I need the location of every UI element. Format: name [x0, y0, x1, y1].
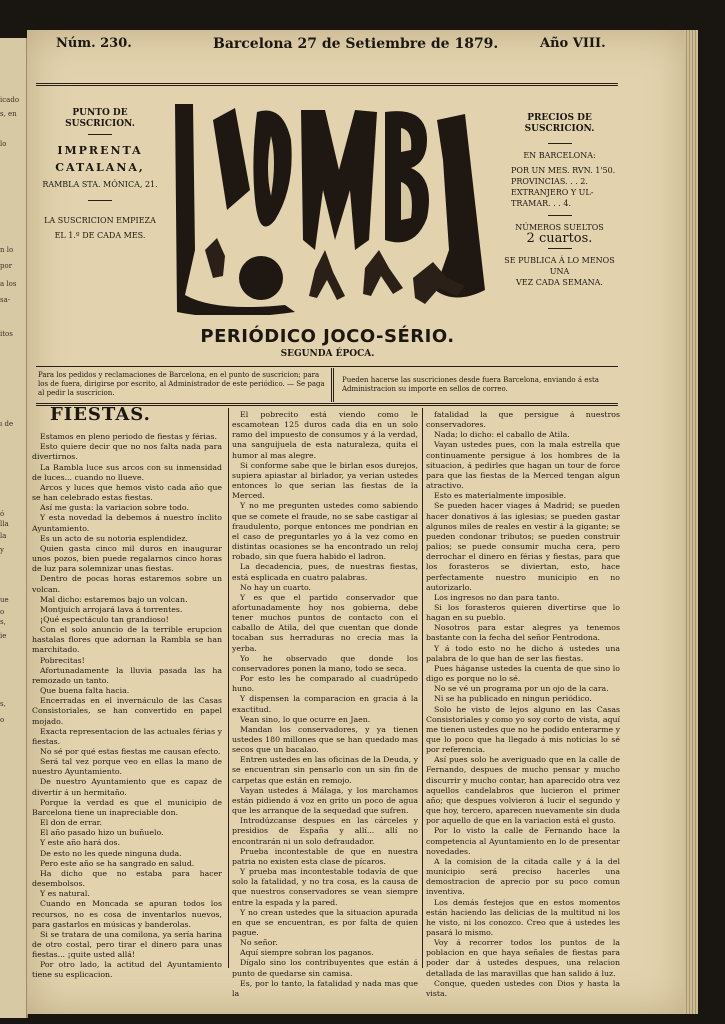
paragraph: Vayan ustedes á Málaga, y los marchamos están pidiendo á voz en grito un poco de agua que les arranque de la sequedad que sufren.: [232, 785, 418, 816]
paragraph: Esto es materialmente imposible.: [434, 491, 567, 501]
paragraph: A la comision de la citada calle y á la del municipio será preciso hacerles una demostracion de aprecio por su poco comun inventiva.: [426, 856, 620, 897]
paragraph: Yo he observado que donde los conservadores ponen la mano, todo se seca.: [232, 653, 418, 673]
paragraph: fatalidad la que persigue á nuestros conservadores.: [426, 410, 620, 430]
paragraph: Afortunadamente la lluvia pasada las ha remozado un tanto.: [32, 665, 222, 685]
left-page-fragment: ie: [0, 632, 7, 640]
paragraph: Y no crean ustedes que la situacion apurada en que se encuentran, es por falta de quien pague.: [232, 907, 418, 937]
article-column-3: [426, 410, 620, 999]
single-issue-price: 2 cuartos.: [526, 231, 593, 246]
notice-divider: [331, 368, 334, 402]
paragraph: Dentro de pocas horas estaremos sobre un volcan.: [32, 574, 222, 594]
publication-frequency-2: VEZ CADA SEMANA.: [516, 278, 603, 287]
left-page-fragment: s, en: [0, 110, 17, 118]
paragraph: Ha dicho que no estaba para hacer desembolsos.: [32, 868, 222, 889]
paragraph: La decadencia, pues, de nuestras fiestas, está esplicada en cuatro palabras.: [232, 562, 418, 582]
left-page-fragment: ue: [0, 596, 9, 604]
paragraph: Quien gasta cinco mil duros en inaugurar unos pozos, bien puede regalarnos cinco horas de luz para solemnizar unas fiestas.: [32, 543, 222, 574]
subscription-start: LA SUSCRICION EMPIEZA: [44, 216, 156, 225]
paragraph: Los demás festejos que en estos momentos están haciendo las delicias de la multitud ni los he visto, ni los conozco. Creo que á ustedes les pasará lo mismo.: [426, 897, 620, 937]
paragraph: Arcos y luces que hemos visto cada año que se han celebrado estas fiestas.: [32, 482, 222, 503]
price-city: EN BARCELONA:: [523, 151, 596, 160]
paragraph: Por lo visto la calle de Fernando hace la competencia al Ayuntamiento en lo de presentar novedades.: [426, 826, 620, 856]
paragraph: Esto quiere decir que no nos falta nada para divertirnos.: [32, 442, 222, 462]
paragraph: Cuando en Moncada se apuran todos los recursos, no es cosa de inventarlos nuevos, para gastarlos en músicas y banderolas.: [32, 899, 222, 929]
divider: [548, 248, 572, 249]
notice-left: Para los pedidos y reclamaciones de Barcelona, en el punto de suscricion; para los de fuera, dirigirse por escrito, al Administrador de este periódico. — Se paga al pedir la suscricion.: [38, 371, 325, 397]
left-page-fragment: lla: [0, 520, 9, 528]
paragraph: Vean sino, lo que ocurre en Jaen.: [240, 714, 371, 724]
subscription-point-box: [40, 108, 160, 241]
paragraph: Encerradas en el invernáculo de las Casas Consistoriales, se han convertido en papel mojado.: [32, 696, 222, 726]
paragraph: Y dispensen la comparacion en gracia á la exactitud.: [232, 694, 418, 714]
article-column-1: [32, 404, 222, 981]
paragraph: El don de errar.: [40, 818, 102, 828]
notice-rule-top: [36, 366, 618, 367]
paragraph: Entren ustedes en las oficinas de la Deuda, y se encuentran sin pensarlo con un sin fin de carpetas que están en remojo.: [232, 755, 418, 785]
paragraph: Vayan ustedes pues, con la mala estrella que continuamente persigue á los hombres de la situacion, á pedirles que hagan un tour de force para que las fiestas de la Merced tengan algun atractivo.: [426, 440, 620, 491]
paragraph: Introdúzcanse despues en las cárceles y presidios de España y allí... allí no encontrarán ni un solo defraudador.: [232, 816, 418, 846]
left-page-edge: [0, 38, 28, 1018]
paragraph: No se vé un programa por un ojo de la cara.: [434, 684, 609, 694]
paragraph: De nuestro Ayuntamiento que es capaz de divertir á un hermitaño.: [32, 777, 222, 797]
paragraph: No hay un cuarto.: [240, 582, 312, 592]
left-page-fragment: por: [0, 262, 13, 270]
left-page-fragment: n lo: [0, 246, 14, 254]
la-bomba-masthead: [165, 100, 490, 315]
printer-line: IMPRENTA: [57, 144, 143, 157]
column-rule: [422, 408, 423, 968]
paragraph: Conque, queden ustedes con Dios y hasta la vista.: [426, 978, 620, 998]
paragraph: Aquí siempre sobran los paganos.: [240, 948, 374, 958]
subscription-start-2: EL 1.º DE CADA MES.: [54, 231, 146, 240]
paragraph: Pero este año se ha sangrado en salud.: [40, 858, 195, 868]
column-rule: [228, 408, 229, 968]
left-page-fragment: icado: [0, 96, 20, 104]
left-page-fragment: ó: [0, 510, 5, 518]
subscription-point-title: PUNTO DE SUSCRICION.: [65, 108, 135, 129]
divider: [88, 134, 112, 135]
price-month: POR UN MES. RVN. 1'50.: [511, 166, 616, 175]
single-issues: NÚMEROS SUELTOS: [515, 223, 604, 232]
publication-frequency: SE PUBLICA Á LO MENOS UNA: [504, 256, 615, 276]
article-column-2: [232, 410, 418, 999]
page-stack-edge: [684, 30, 698, 1014]
paragraph: Por esto les he comparado al cuadrúpedo huno.: [232, 674, 418, 694]
left-page-fragment: a los: [0, 280, 17, 288]
paragraph: Y esta novedad la debemos á nuestro ínclito Ayuntamiento.: [32, 513, 222, 533]
paragraph: Que buena falta hacia.: [40, 686, 130, 696]
left-page-fragment: itos: [0, 330, 13, 338]
paragraph: Estamos en pleno periodo de fiestas y férias.: [40, 432, 218, 442]
paragraph: Y es que el partido conservador que afortunadamente hoy nos gobierna, debe tener muchos puntos de contacto con el caballo de Atila, del que cuentan que donde tocaban sus herraduras no crecia mas la yerba.: [232, 592, 418, 653]
epoch: SEGUNDA ÉPOCA.: [280, 349, 375, 359]
paragraph: ¡Qué espectáculo tan grandioso!: [40, 614, 169, 624]
price-overseas: TRAMAR. . . 4.: [511, 199, 572, 208]
paragraph: Por otro lado, la actitud del Ayuntamiento tiene su esplicacion.: [32, 960, 222, 980]
article-title: FIESTAS.: [50, 404, 151, 425]
paragraph: Y este año hará dos.: [40, 838, 120, 848]
left-page-fragment: sa-: [0, 296, 11, 304]
paragraph: Se pueden hacer viages á Madrid; se pueden hacer donativos á las iglesias; se pueden gastar algunos miles de reales en vestir á la gigante; se pueden condonar tributos; se pueden construir palios; se puede consumir mucha cera, pero derrochar el dinero en férias y fiestas, para que los forasteros se diviertan, esto, hace perfectamente nuestro municipio en no autorizarlo.: [426, 501, 620, 592]
divider: [548, 143, 572, 144]
paragraph: Ni se ha publicado en ningun periódico.: [434, 694, 592, 704]
paragraph: Así pues solo he averiguado que en la calle de Fernando, despues de mucho pensar y mucho discurrir y mucho contar, han aparecido otra vez aquellos candelabros que lucieron el primer año; que despues volvieron á lucir el segundo y que hoy, tercero, aparecen nuevamente sin duda por aquello de que en la variacion está el gusto.: [426, 755, 620, 826]
paragraph: Porque la verdad es que el municipio de Barcelona tiene un inapreciable don.: [32, 797, 222, 817]
paragraph: Es un acto de su notoria esplendidez.: [40, 533, 188, 543]
paragraph: El pobrecito está viendo como le escamotean 125 duros cada dia en un solo ramo del impuesto de consumos y á la verdad, una sanguijuela de esta naturaleza, quita el humor al mas alegre.: [232, 410, 418, 460]
paragraph: Voy á recorrer todos los puntos de la poblacion en que haya señales de fiestas para poder dar á ustedes despues, una relacion detallada de las maravillas que han salido á luz.: [426, 938, 620, 978]
left-page-fragment: o: [0, 608, 5, 616]
price-provinces: PROVINCIAS. . . 2.: [511, 177, 588, 186]
left-page-fragment: s,: [0, 618, 6, 626]
paragraph: Solo he visto de lejos alguno en las Casas Consistoriales y como yo soy corto de vista, aquí me tienen ustedes que no he podido enterarme y que lo poco que ha llegado á mis noticias lo sé por referencia.: [426, 704, 620, 755]
paragraph: Si los forasteros quieren divertirse que lo hagan en su pueblo.: [426, 602, 620, 623]
left-page-fragment: y: [0, 546, 4, 554]
price-abroad: EXTRANJERO Y UL-: [511, 188, 594, 197]
paragraph: La Rambla luce sus arcos con su inmensidad de luces... cuando no llueve.: [32, 462, 222, 482]
paragraph: Los ingresos no dan para tanto.: [434, 592, 560, 602]
paragraph: Y no me pregunten ustedes como sabiendo que se comete el fraude, no se sabe castigar al fraudulento, porque entonces me pondrian en el caso de preguntarles yo á la vez como en distintas ocasiones se ha encontrado un reloj robado, sin que fuera habido el ladron.: [232, 501, 418, 562]
paragraph: Y es natural.: [40, 889, 90, 899]
header-rule: [36, 83, 618, 86]
left-page-fragment: ı de: [0, 420, 14, 428]
paragraph: El año pasado hizo un buñuelo.: [40, 828, 164, 838]
left-page-fragment: s,: [0, 700, 6, 708]
divider: [548, 215, 572, 216]
printer-name: CATALANA,: [55, 161, 145, 174]
paragraph: No sé por qué estas fiestas me causan efecto.: [40, 747, 221, 756]
place-date: Barcelona 27 de Setiembre de 1879.: [213, 36, 499, 52]
issue-number: Núm. 230.: [56, 36, 132, 51]
paragraph: De esto no les quede ninguna duda.: [40, 848, 182, 858]
divider: [88, 200, 112, 201]
paragraph: Pues háganse ustedes la cuenta de que sino lo digo es porque no lo sé.: [426, 663, 620, 684]
issue-year: Año VIII.: [540, 36, 606, 51]
paragraph: Dígalo sino los contribuyentes que están á punto de quedarse sin camisa.: [232, 958, 418, 978]
paragraph: Con el solo anuncio de la terrible erupcion hastalas flores que adornan la Rambla se han marchitado.: [32, 625, 222, 655]
paragraph: Si conforme sabe que le birlan esos durejos, supiera apiastar al birlador, ya verian ustedes entonces lo que serian las fiestas de la Merced.: [232, 460, 418, 501]
paragraph: Y á todo esto no he dicho á ustedes una palabra de lo que han de ser las fiestas.: [426, 643, 620, 663]
paragraph: Exacta representacion de las actuales férias y fiestas.: [32, 726, 222, 746]
paragraph: Mandan los conservadores, y ya tienen ustedes 180 millones que se han quedado mas secos que un bacalao.: [232, 724, 418, 755]
paragraph: Y prueba mas incontestable todavía de que solo la fatalidad, y no tra cosa, es la causa de que nuestros conservadores se vean siempre entre la espada y la pared.: [232, 867, 418, 907]
left-page-fragment: lo: [0, 140, 7, 148]
paragraph: Prueba incontestable de que en nuestra patria no existen esta clase de pícaros.: [232, 846, 418, 866]
subtitle: PERIÓDICO JOCO-SÉRIO.: [200, 326, 455, 347]
prices-title: PRECIOS DE SUSCRICION.: [524, 113, 595, 134]
notice-right: Pueden hacerse las suscriciones desde fuera Barcelona, enviando á esta Administracion su importe en sellos de correo.: [342, 376, 599, 393]
paragraph: Nada; lo dicho: el caballo de Atila.: [434, 430, 570, 440]
paragraph: Nosotros para estar alegres ya tenemos bastante con la fecha del señor Fentrodona.: [426, 623, 620, 643]
paragraph: Montjuich arrojará lava á torrentes.: [40, 604, 183, 614]
paragraph: Pobrecitas!: [40, 655, 85, 665]
prices-box: [497, 113, 622, 288]
paragraph: Será tal vez porque veo en ellas la mano de nuestro Ayuntamiento.: [32, 757, 222, 777]
left-page-fragment: la: [0, 532, 7, 540]
paragraph: Mal dicho: estaremos bajo un volcan.: [40, 594, 188, 604]
paragraph: No señor.: [240, 938, 278, 948]
printer-address: RAMBLA STA. MÓNICA, 21.: [42, 180, 158, 189]
paragraph: Así me gusta: la variacion sobre todo.: [40, 503, 189, 513]
paragraph: Es, por lo tanto, la fatalidad y nada mas que la: [232, 978, 418, 998]
left-page-fragment: o: [0, 716, 5, 724]
paragraph: Si se tratara de una comilona, ya sería harina de otro costal, pero tirar el dinero para unas fiestas... ¡quite usted allá!: [32, 929, 222, 960]
